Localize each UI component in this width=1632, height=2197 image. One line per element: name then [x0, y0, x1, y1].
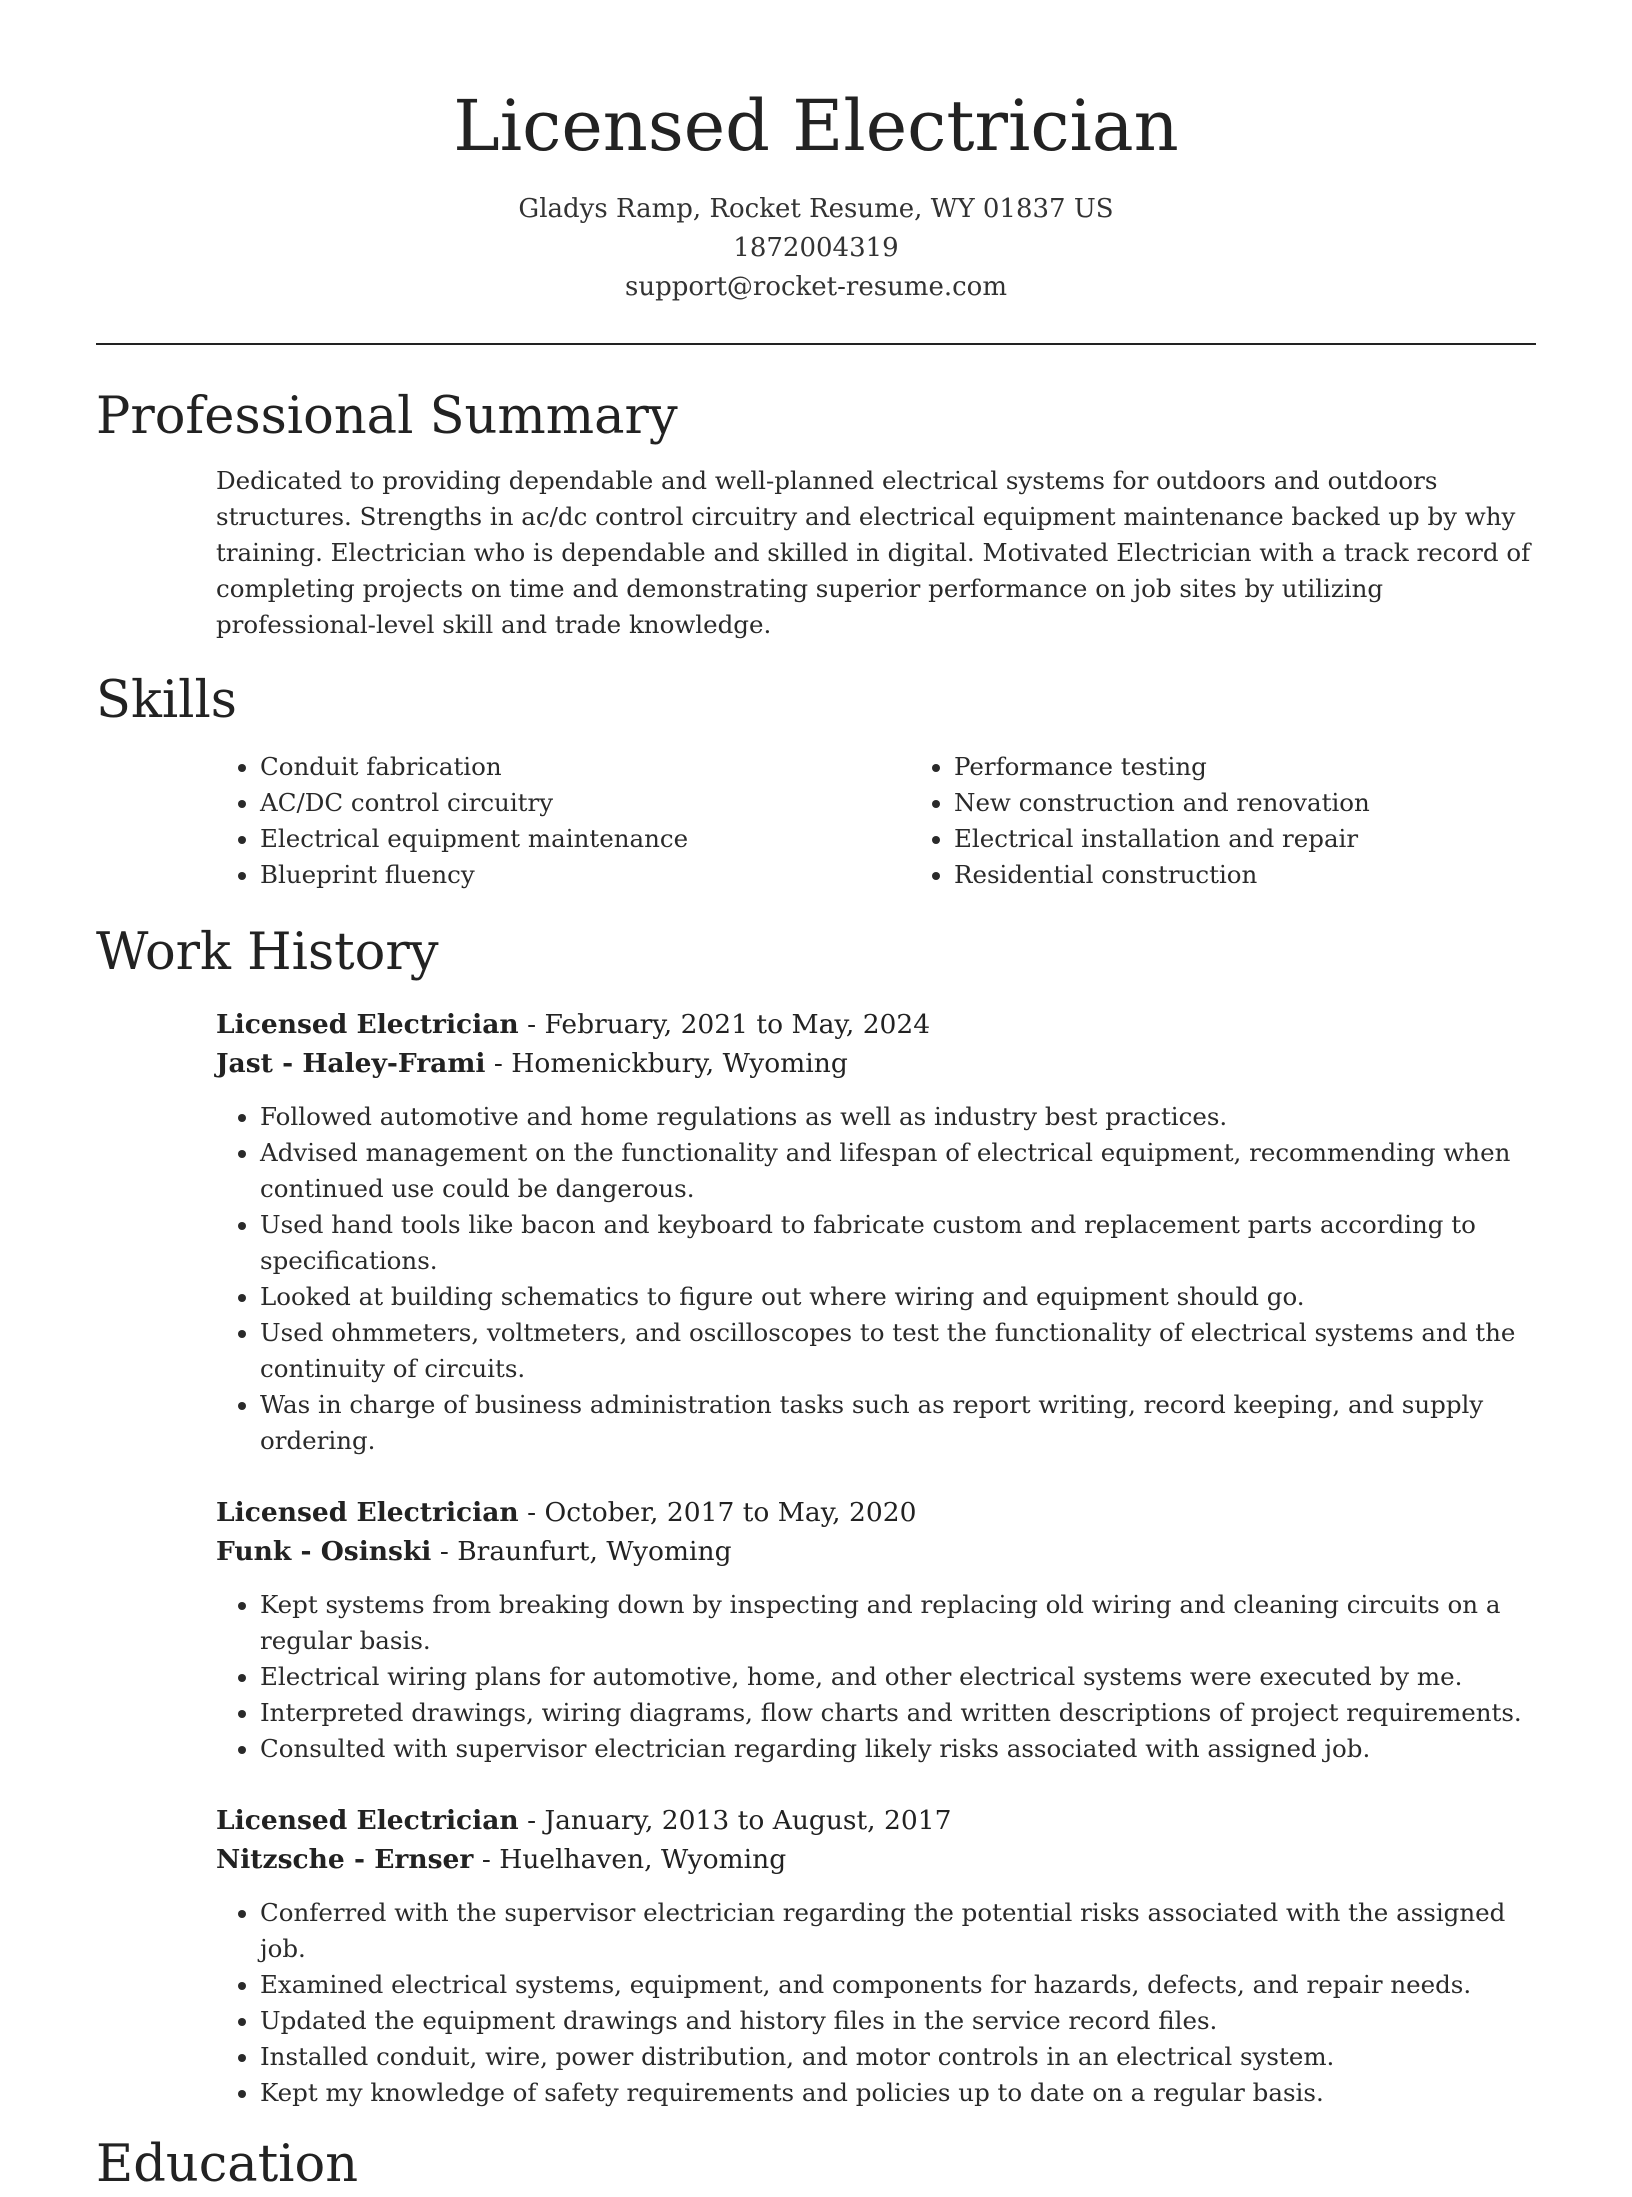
skills-column-right — [910, 749, 1370, 893]
skill-item: • Electrical equipment maintenance — [260, 821, 910, 857]
job-title-line: Licensed Electrician - January, 2013 to August, 2017 — [216, 1805, 952, 1836]
job-location: Huelhaven, Wyoming — [499, 1844, 787, 1875]
job-dates: October, 2017 to May, 2020 — [544, 1497, 917, 1528]
skills-list — [216, 749, 1536, 893]
education-heading: Education — [96, 2135, 359, 2194]
job-bullet: • Installed conduit, wire, power distribution, and motor controls in an electrical system. — [260, 2039, 1536, 2075]
job-bullet: • Interpreted drawings, wiring diagrams, flow charts and written descriptions of project requirements. — [260, 1695, 1536, 1731]
phone: 1872004319 — [733, 233, 899, 263]
skill-item: • Performance testing — [954, 749, 1370, 785]
job-bullet: • Was in charge of business administration tasks such as report writing, record keeping, and supply ordering. — [260, 1387, 1536, 1459]
job-company-line: Nitzsche - Ernser - Huelhaven, Wyoming — [216, 1844, 787, 1875]
job-bullet: • Updated the equipment drawings and history files in the service record files. — [260, 2003, 1536, 2039]
job-company-line: Jast - Haley-Frami - Homenickbury, Wyoming — [216, 1048, 848, 1079]
job-title-line: Licensed Electrician - October, 2017 to May, 2020 — [216, 1497, 917, 1528]
job-dates: January, 2013 to August, 2017 — [544, 1805, 952, 1836]
job-dates: February, 2021 to May, 2024 — [544, 1009, 931, 1040]
job-entry — [216, 1005, 1536, 1459]
summary-heading: Professional Summary — [96, 387, 678, 446]
education-section — [96, 2133, 1536, 2197]
work-history-section — [96, 921, 1536, 2111]
job-bullet: • Consulted with supervisor electrician regarding likely risks associated with assigned job. — [260, 1731, 1536, 1767]
job-company: Funk - Osinski — [216, 1536, 432, 1567]
job-bullets — [216, 1099, 1536, 1459]
skill-item: • New construction and renovation — [954, 785, 1370, 821]
job-location: Homenickbury, Wyoming — [511, 1048, 848, 1079]
job-bullet: • Used ohmmeters, voltmeters, and oscilloscopes to test the functionality of electrical systems and the continuity of circuits. — [260, 1315, 1536, 1387]
job-company: Jast - Haley-Frami — [216, 1048, 486, 1079]
summary-section — [96, 385, 1536, 643]
job-bullets — [216, 1587, 1536, 1767]
job-bullet: • Kept my knowledge of safety requirements and policies up to date on a regular basis. — [260, 2075, 1536, 2111]
contact-info — [0, 190, 1632, 307]
job-entry — [216, 1493, 1536, 1767]
skills-section — [96, 669, 1536, 893]
header-divider — [96, 343, 1536, 345]
job-bullet: • Conferred with the supervisor electrician regarding the potential risks associated with the assigned job. — [260, 1895, 1536, 1967]
skill-item: • Residential construction — [954, 857, 1370, 893]
resume-header — [0, 0, 1632, 307]
skills-column-left — [216, 749, 910, 893]
job-bullet: • Electrical wiring plans for automotive, home, and other electrical systems were executed by me. — [260, 1659, 1536, 1695]
email[interactable]: support@rocket-resume.com — [624, 272, 1007, 302]
summary-text: Dedicated to providing dependable and well-planned electrical systems for outdoors and outdoors structures. Strengths in ac/dc control circuitry and electrical equipment maintenance backed up by why training. Electrician who is dependable and skilled in digital. Motivated Electrician with a track record of completing projects on time and demonstrating superior performance on job sites by utilizing professional-level skill and trade knowledge. — [216, 466, 1531, 639]
skill-item: • Conduit fabrication — [260, 749, 910, 785]
skills-heading: Skills — [96, 671, 237, 730]
job-title-line: Licensed Electrician - February, 2021 to May, 2024 — [216, 1009, 931, 1040]
job-bullet: • Followed automotive and home regulations as well as industry best practices. — [260, 1099, 1536, 1135]
skill-item: • AC/DC control circuitry — [260, 785, 910, 821]
job-bullet: • Used hand tools like bacon and keyboard to fabricate custom and replacement parts according to specifications. — [260, 1207, 1536, 1279]
skill-item: • Blueprint fluency — [260, 857, 910, 893]
work-history-heading: Work History — [96, 923, 439, 982]
job-role: Licensed Electrician — [216, 1805, 519, 1836]
job-location: Braunfurt, Wyoming — [457, 1536, 732, 1567]
job-company-line: Funk - Osinski - Braunfurt, Wyoming — [216, 1536, 732, 1567]
job-entry — [216, 1801, 1536, 2111]
job-bullet: • Advised management on the functionality and lifespan of electrical equipment, recommending when continued use could be dangerous. — [260, 1135, 1536, 1207]
job-role: Licensed Electrician — [216, 1009, 519, 1040]
job-bullet: • Kept systems from breaking down by inspecting and replacing old wiring and cleaning circuits on a regular basis. — [260, 1587, 1536, 1659]
address: Gladys Ramp, Rocket Resume, WY 01837 US — [518, 194, 1114, 224]
skill-item: • Electrical installation and repair — [954, 821, 1370, 857]
resume-title: Licensed Electrician — [453, 85, 1179, 167]
job-bullet: • Looked at building schematics to figure out where wiring and equipment should go. — [260, 1279, 1536, 1315]
job-bullet: • Examined electrical systems, equipment, and components for hazards, defects, and repair needs. — [260, 1967, 1536, 2003]
job-role: Licensed Electrician — [216, 1497, 519, 1528]
job-company: Nitzsche - Ernser — [216, 1844, 474, 1875]
job-bullets — [216, 1895, 1536, 2111]
